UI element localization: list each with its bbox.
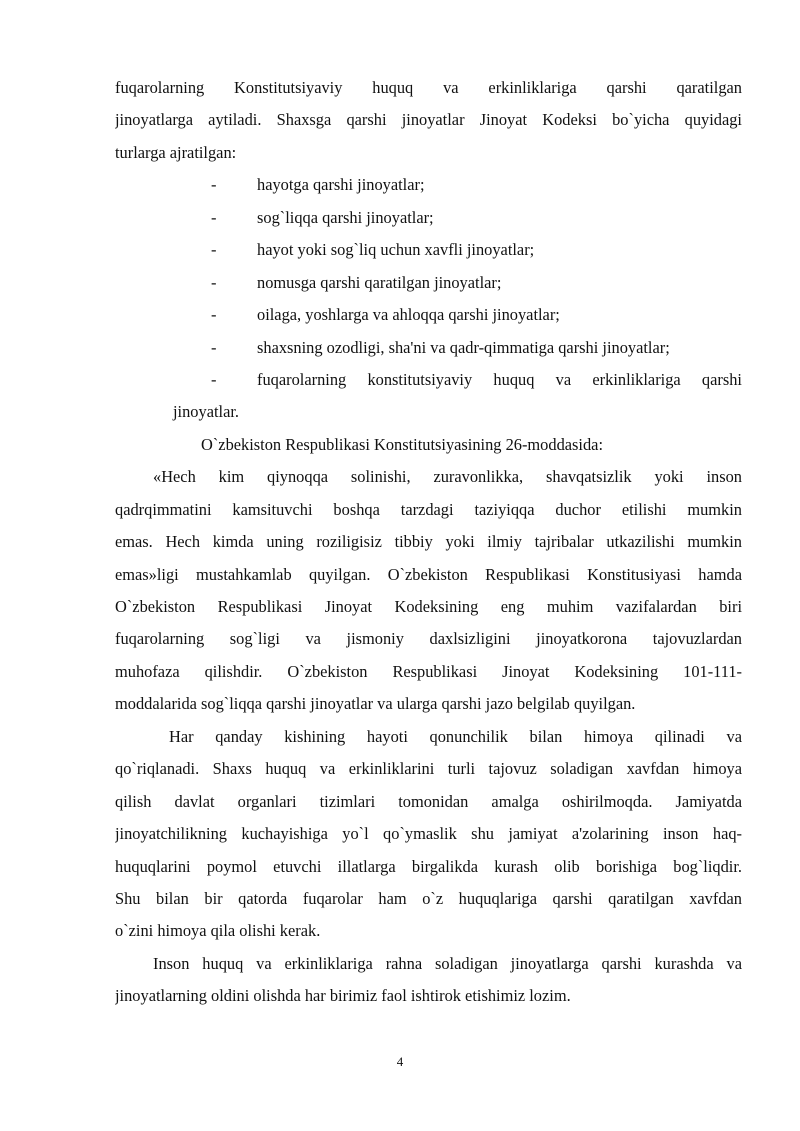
list-item-text: fuqarolarning konstitutsiyaviy huquq va erkinliklariga qarshi [257,369,742,389]
paragraph-line: jinoyatchilikning kuchayishiga yo`l qo`ymaslik shu jamiyat a'zolarining inson haq- [115,824,742,844]
quote-line: moddalarida sog`liqqa qarshi jinoyatlar va ularga qarshi jazo belgilab quyilgan. [115,694,636,714]
paragraph-line: Har qanday kishining hayoti qonunchilik bilan himoya qilinadi va [169,726,742,746]
list-item-text: oilaga, yoshlarga va ahloqqa qarshi jinoyatlar; [257,305,560,325]
list-item [115,332,742,364]
bullet-dash: - [211,207,217,227]
list-item [115,364,742,396]
page-number: 4 [396,1054,404,1069]
list-item-text: hayot yoki sog`liq uchun xavfli jinoyatlar; [257,240,535,260]
list-item-text: sog`liqqa qarshi jinoyatlar; [257,207,434,227]
quote-line: O`zbekiston Respublikasi Jinoyat Kodeksining eng muhim vazifalardan biri [115,597,742,616]
list-item-text: hayotga qarshi jinoyatlar; [257,175,425,195]
paragraph-line: qilish davlat organlari tizimlari tomonidan amalga oshirilmoqda. Jamiyatda [115,791,742,811]
paragraph-line: Inson huquq va erkinliklariga rahna soladigan jinoyatlarga qarshi kurashda va [153,953,742,973]
intro-line: fuqarolarning Konstitutsiyaviy huquq va erkinliklariga qarshi qaratilgan [115,78,742,97]
list-item [115,169,742,201]
list-item-continuation: jinoyatlar. [173,402,240,422]
quote-line: qadrqimmatini kamsituvchi boshqa tarzdagi taziyiqqa duchor etilishi mumkin [115,499,742,519]
paragraph-line: jinoyatlarning oldini olishda har birimiz faol ishtirok etishimiz lozim. [115,986,571,1006]
paragraph-line: o`zini himoya qila olishi kerak. [115,921,321,941]
bullet-dash: - [211,175,217,195]
quote-line: fuqarolarning sog`ligi va jismoniy daxlsizligini jinoyatkorona tajovuzlardan [115,629,742,649]
list-item [115,202,742,234]
paragraph-line: qo`riqlanadi. Shaxs huquq va erkinliklarini turli tajovuz soladigan xavfdan himoya [115,759,742,779]
list-item-text: nomusga qarshi qaratilgan jinoyatlar; [257,272,502,292]
bullet-dash: - [211,272,217,292]
body-text [115,72,742,1013]
intro-line: turlarga ajratilgan: [115,142,237,162]
bullet-dash: - [211,337,217,357]
bullet-dash: - [211,240,217,260]
list-item [115,234,742,266]
section-heading: O`zbekiston Respublikasi Konstitutsiyasining 26-moddasida: [201,434,603,454]
bullet-dash: - [211,305,217,325]
bullet-dash: - [211,369,217,389]
list-item [115,267,742,299]
quote-line: emas»ligi mustahkamlab quyilgan. O`zbekiston Respublikasi Konstitusiyasi hamda [115,564,742,584]
quote-line: muhofaza qilishdir. O`zbekiston Respublikasi Jinoyat Kodeksining 101-111- [115,661,742,681]
list-item [115,299,742,331]
list-item-text: shaxsning ozodligi, sha'ni va qadr-qimmatiga qarshi jinoyatlar; [257,337,670,357]
paragraph-line: Shu bilan bir qatorda fuqarolar ham o`z huquqlariga qarshi qaratilgan xavfdan [115,888,742,908]
paragraph-line: huquqlarini poymol etuvchi illatlarga birgalikda kurash olib borishiga bog`liqdir. [115,856,742,876]
quote-line: «Hech kim qiynoqqa solinishi, zuravonlikka, shavqatsizlik yoki inson [153,467,742,487]
intro-line: jinoyatlarga aytiladi. Shaxsga qarshi jinoyatlar Jinoyat Kodeksi bo`yicha quyidagi [115,110,742,130]
quote-line: emas. Hech kimda uning roziligisiz tibbiy yoki ilmiy tajribalar utkazilishi mumkin [115,532,742,552]
